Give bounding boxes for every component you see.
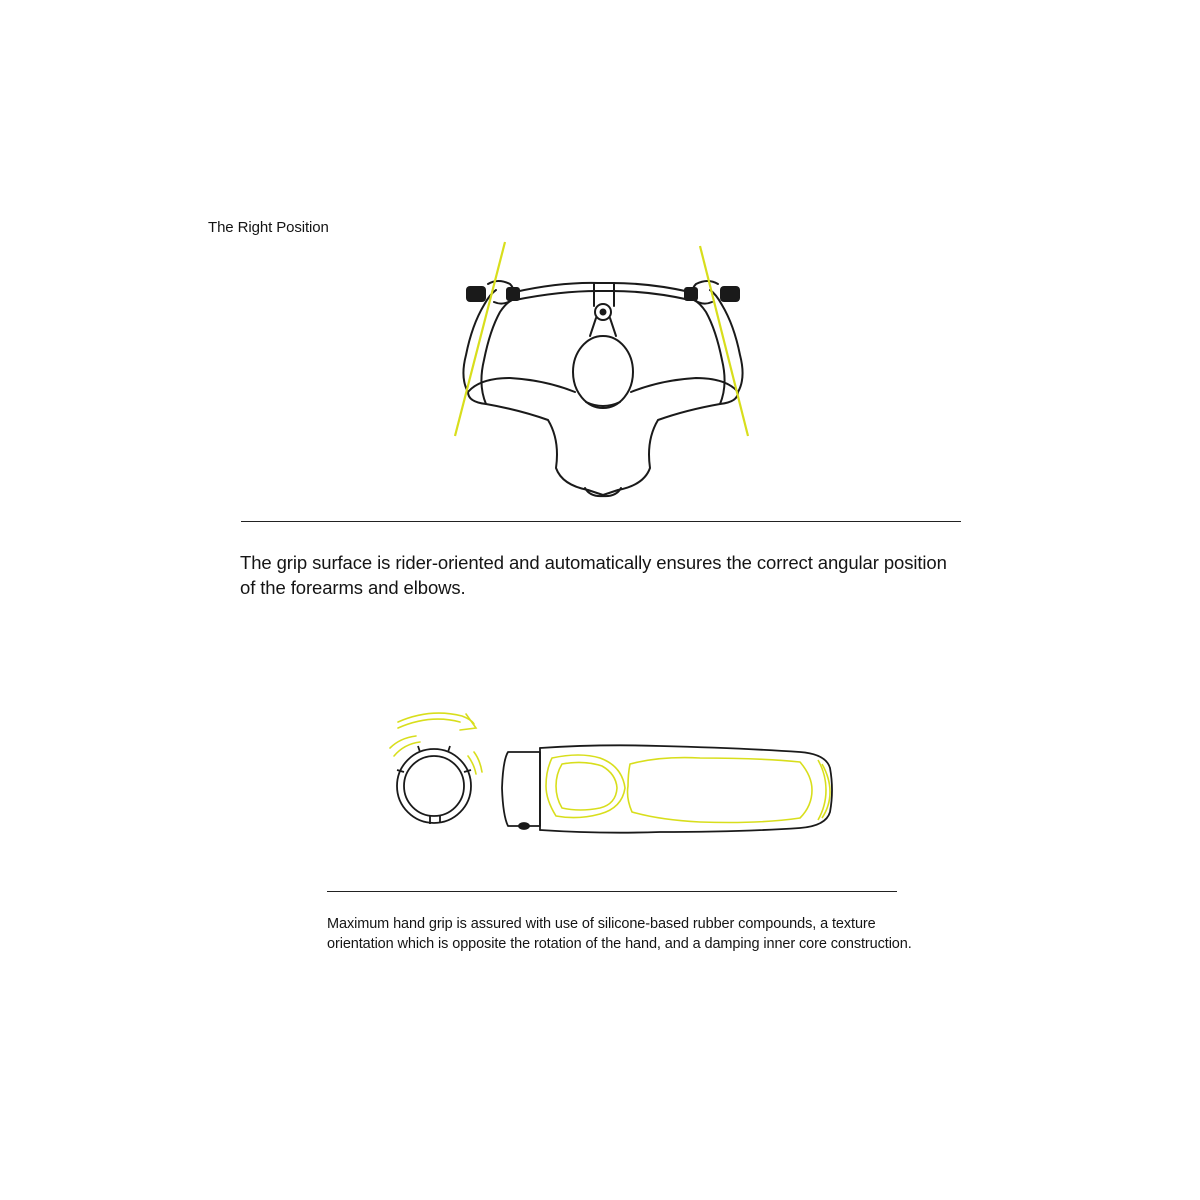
divider-bottom — [327, 891, 897, 892]
section-heading: The Right Position — [208, 219, 329, 236]
position-caption: The grip surface is rider-oriented and automatically ensures the correct angular position of the forearms and elbows. — [240, 552, 947, 598]
grip-caption: Maximum hand grip is assured with use of silicone-based rubber compounds, a texture orientation which is opposite the rotation of the hand, and a damping inner core construction. — [327, 916, 912, 952]
